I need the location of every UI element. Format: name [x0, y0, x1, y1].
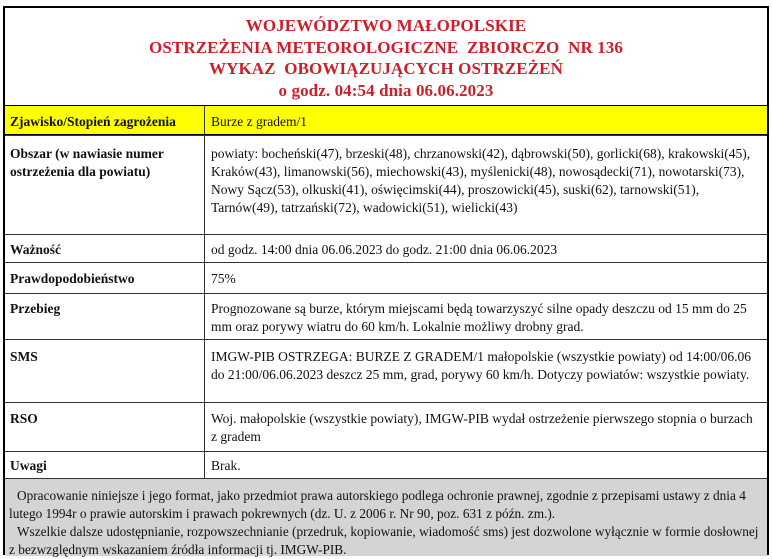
row-phenomenon: [5, 105, 767, 135]
row-label: RSO: [5, 403, 205, 451]
row-value: Burze z gradem/1: [211, 114, 307, 129]
header-region-title: WOJEWÓDZTWO MAŁOPOLSKIE: [245, 16, 527, 35]
row-label: Zjawisko/Stopień zagrożenia: [5, 106, 205, 134]
row-label: Obszar (w nawiasie numer ostrzeżenia dla powiatu): [5, 136, 205, 234]
row-area: [5, 135, 767, 234]
row-rso: [5, 402, 767, 451]
row-label: Przebieg: [5, 294, 205, 339]
row-notes: [5, 451, 767, 478]
row-value: IMGW-PIB OSTRZEGA: BURZE Z GRADEM/1 małopolskie (wszystkie powiaty) od 14:00/06.06 do 21:00/06.06.2023 deszcz 25 mm, grad, porywy 60 km/h. Dotyczy powiatów: wszystkie powiaty.: [211, 349, 751, 382]
header-list-title: WYKAZ OBOWIĄZUJĄCYCH OSTRZEŻEŃ: [208, 59, 563, 78]
row-course: [5, 293, 767, 339]
row-value: powiaty: bocheński(47), brzeski(48), chrzanowski(42), dąbrowski(50), gorlicki(68), krakowski(45), Kraków(43), limanowski(56), miechowski(43), myślenicki(48), nowosądecki(71), nowotarski(73), Nowy Sącz(53), olkuski(41), oświęcimski(44), proszowicki(45), suski(62), tarnowski(51), Tarnów(49), tatrzański(72), wadowicki(51), wielicki(43): [211, 146, 751, 215]
copyright-notice: Opracowanie niniejsze i jego format, jako przedmiot prawa autorskiego podlega ochronie prawnej, zgodnie z przepisami ustawy z dnia 4 lutego 1994r o prawie autorskim i prawach pokrewnych (dz. U. z 2006 r. Nr 90, poz. 631 z późn. zm.).: [9, 488, 746, 521]
row-sms: [5, 339, 767, 402]
row-value: Brak.: [211, 458, 241, 473]
row-value: Woj. małopolskie (wszystkie powiaty), IMGW-PIB wydał ostrzeżenie pierwszego stopnia o burzach z gradem: [211, 411, 753, 444]
row-label: Ważność: [5, 235, 205, 262]
header-issue-time: o godz. 04:54 dnia 06.06.2023: [278, 80, 494, 100]
warning-document: [3, 6, 769, 555]
row-value: 75%: [211, 271, 236, 286]
row-validity: [5, 234, 767, 262]
row-probability: [5, 262, 767, 293]
document-header: [5, 8, 767, 105]
row-label: SMS: [5, 340, 205, 402]
row-value: od godz. 14:00 dnia 06.06.2023 do godz. 21:00 dnia 06.06.2023: [211, 242, 558, 257]
redistribution-notice: Wszelkie dalsze udostępnianie, rozpowszechnianie (przedruk, kopiowanie, wiadomość sms) jest dozwolone wyłącznie w formie dosłownej z bezwzględnym wskazaniem źródła informacji tj. IMGW-PIB.: [9, 524, 759, 557]
header-bulletin-title: OSTRZEŻENIA METEOROLOGICZNE ZBIORCZO NR 136: [149, 37, 623, 57]
row-label: Prawdopodobieństwo: [5, 263, 205, 293]
row-label: Uwagi: [5, 452, 205, 478]
copyright-footer: [5, 478, 767, 556]
row-value: Prognozowane są burze, którym miejscami będą towarzyszyć silne opady deszczu od 15 mm do 25 mm oraz porywy wiatru do 60 km/h. Lokalnie możliwy drobny grad.: [211, 301, 747, 334]
